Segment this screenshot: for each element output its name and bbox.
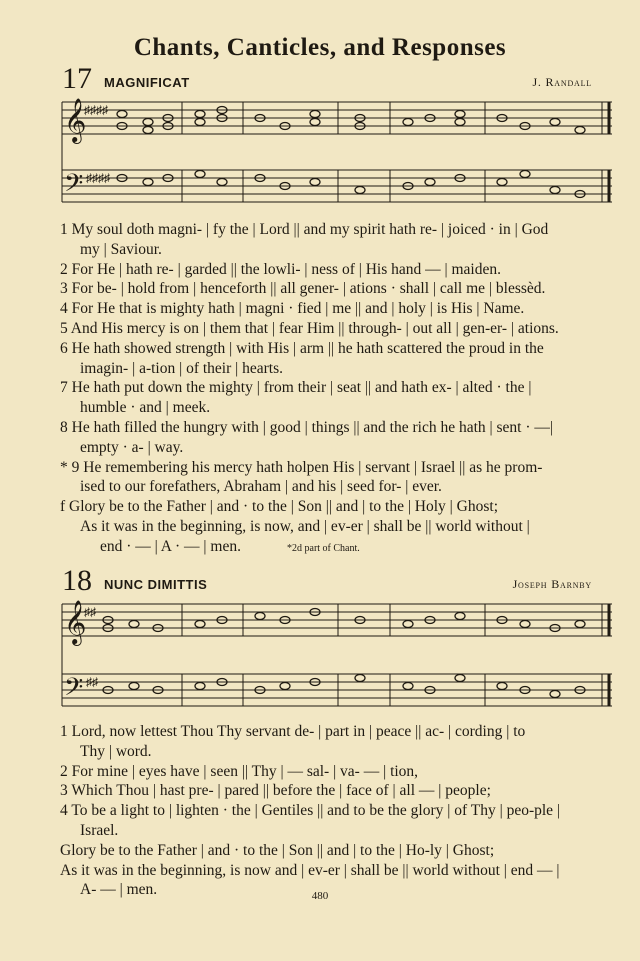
music-score-18 [60,592,616,720]
composer-name: Joseph Barnby [512,577,592,591]
svg-text:𝄢: 𝄢 [64,170,84,203]
verse-line: * 9 He remembering his mercy hath holpen His | servant | Israel || as he prom- [60,458,543,476]
music-score-17 [60,92,616,220]
hymn-number: 17 [62,62,92,95]
composer-name: J. Randall [532,75,592,89]
barlines [182,604,609,706]
hymn-number: 18 [62,564,92,597]
barlines [182,102,609,202]
verse-line: ised to our forefathers, Abraham | and his | seed for- | ever. [80,478,442,496]
verse-line: 3 Which Thou | hast pre- | pared || before the | face of | all — | people; [60,782,491,800]
verse-line: Thy | word. [80,742,152,760]
svg-text:𝄞: 𝄞 [64,602,87,644]
hymn-17-header [62,64,592,94]
verse-line: humble · and | meek. [80,399,211,417]
verse-line: Israel. [80,821,119,839]
verse-line: 3 For be- | hold from | henceforth || all gener- | ations · shall | call me | blessèd. [60,280,546,298]
verse-line: 2 For He | hath re- | garded || the lowli- | ness of | His hand — | maiden. [60,260,501,278]
verse-line: 4 To be a light to | lighten · the | Gentiles || and to be the glory | of Thy | peo-ple | [60,802,561,820]
footnote: *2d part of Chant. [287,543,360,554]
verse-line: As it was in the beginning, is now and | ev-er | shall be || world without | end — | [60,861,560,879]
hymn-name: NUNC DIMITTIS [104,577,208,592]
verse-line: A- — | men. [80,881,158,899]
verse-line: end · — | A · — | men. [100,537,241,555]
svg-text:♯♯: ♯♯ [86,675,98,689]
hymn-17-verses [60,220,616,557]
verse-line: 5 And His mercy is on | them that | fear Him || through- | out all | gen-er- | ations. [60,319,559,337]
verse-line: 4 For He that is mighty hath | magni · fied | me || and | holy | is His | Name. [60,300,525,318]
svg-text:𝄞: 𝄞 [64,100,87,142]
verse-line: f Glory be to the Father | and · to the | Son || and | to the | Holy | Ghost; [60,498,499,516]
verse-line: 1 My soul doth magni- | fy the | Lord || and my spirit hath re- | joiced · in | God [60,221,549,238]
verse-line: 8 He hath filled the hungry with | good | things || and the rich he hath | sent · —| [60,418,553,436]
verse-line: imagin- | a-tion | of their | hearts. [80,359,283,377]
verse-line: 7 He hath put down the mighty | from their | seat || and hath ex- | alted · the | [60,379,532,397]
page-number: 480 [311,890,329,902]
verse-line: 2 For mine | eyes have | seen || Thy | — sal- | va- — | tion, [60,762,419,780]
verse-line: 6 He hath showed strength | with His | arm || he hath scattered the proud in the [60,339,544,357]
svg-text:♯♯♯♯: ♯♯♯♯ [84,103,108,117]
verse-line: Glory be to the Father | and · to the | Son || and | to the | Ho-ly | Ghost; [60,841,495,859]
svg-text:♯♯♯♯: ♯♯♯♯ [86,171,110,185]
hymn-name: MAGNIFICAT [104,75,190,90]
verse-line: 1 Lord, now lettest Thou Thy servant de- | part in | peace || ac- | cording | to [60,723,526,740]
verse-line: As it was in the beginning, is now, and | ev-er | shall be || world without | [80,517,530,535]
verse-line: empty · a- | way. [80,438,184,456]
svg-text:♯♯: ♯♯ [84,605,96,619]
hymn-18-verses [60,722,616,900]
verse-line: my | Saviour. [80,240,162,258]
page-title: Chants, Canticles, and Responses [133,34,507,61]
svg-text:𝄢: 𝄢 [64,674,84,707]
